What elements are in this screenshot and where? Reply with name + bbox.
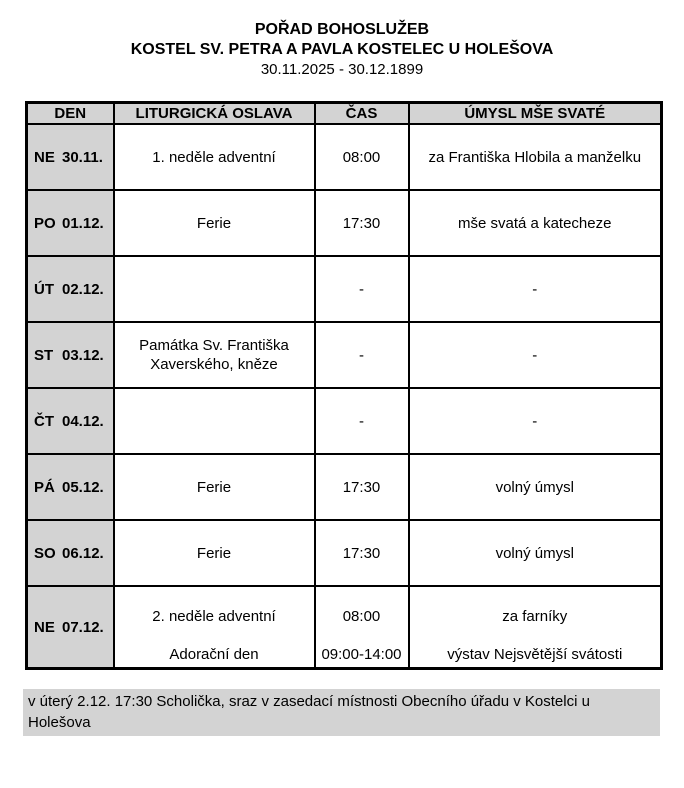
day-date: 02.12. [62, 280, 104, 298]
day-cell [27, 520, 114, 586]
celebration-cell [114, 586, 315, 669]
day-abbr: ČT [34, 412, 54, 430]
day-cell [27, 256, 114, 322]
day-date: 01.12. [62, 214, 104, 232]
schedule-tbody [27, 124, 662, 669]
time-cell-secondary: 09:00-14:00 [321, 646, 402, 663]
intention-cell-primary: za farníky [502, 607, 568, 625]
title-date-range: 30.11.2025 - 30.12.1899 [260, 61, 424, 78]
celebration-cell: Ferie [114, 454, 315, 520]
header-cas: ČAS [315, 103, 409, 125]
day-date: 07.12. [62, 618, 104, 636]
day-abbr: ÚT [34, 280, 54, 298]
day-cell [27, 190, 114, 256]
time-cell-primary: 08:00 [342, 607, 381, 625]
intention-cell: mše svatá a katecheze [409, 190, 662, 256]
day-abbr: SO [34, 544, 56, 562]
time-cell: 17:30 [315, 454, 409, 520]
footer-note: v úterý 2.12. 17:30 Scholička, sraz v zasedací místnosti Obecního úřadu v Kostelci u Holešova [23, 689, 660, 736]
intention-cell: za Františka Hlobila a manželku [409, 124, 662, 190]
day-abbr: ST [34, 346, 54, 364]
celebration-cell: Ferie [114, 190, 315, 256]
celebration-cell: 1. neděle adventní [114, 124, 315, 190]
title-line-2: KOSTEL SV. PETRA A PAVLA KOSTELEC U HOLEŠOVA [130, 41, 554, 58]
day-abbr: NE [34, 618, 55, 636]
celebration-cell: Památka Sv. Františka Xaverského, kněze [114, 322, 315, 388]
day-date: 04.12. [62, 412, 104, 430]
intention-cell [409, 586, 662, 669]
intention-cell: - [409, 256, 662, 322]
day-abbr: NE [34, 148, 55, 166]
intention-cell-secondary: výstav Nejsvětější svátosti [447, 646, 623, 663]
table-row [27, 454, 662, 520]
time-cell [315, 586, 409, 669]
schedule-table [25, 101, 663, 670]
time-cell: 08:00 [315, 124, 409, 190]
intention-cell: volný úmysl [409, 520, 662, 586]
time-cell: 17:30 [315, 520, 409, 586]
celebration-cell-secondary: Adorační den [169, 646, 259, 663]
celebration-cell [114, 388, 315, 454]
day-cell [27, 586, 114, 669]
day-abbr: PO [34, 214, 56, 232]
time-cell: - [315, 322, 409, 388]
header-umysl-mse-svate: ÚMYSL MŠE SVATÉ [409, 103, 662, 125]
celebration-cell-primary: 2. neděle adventní [152, 607, 276, 625]
table-row [27, 586, 662, 669]
celebration-cell [114, 256, 315, 322]
time-cell: - [315, 256, 409, 322]
day-date: 03.12. [62, 346, 104, 364]
day-cell [27, 124, 114, 190]
day-date: 30.11. [62, 148, 103, 166]
day-date: 06.12. [62, 544, 104, 562]
header-den: DEN [27, 103, 114, 125]
time-cell: 17:30 [315, 190, 409, 256]
table-row [27, 520, 662, 586]
intention-cell: volný úmysl [409, 454, 662, 520]
time-cell: - [315, 388, 409, 454]
day-cell [27, 454, 114, 520]
table-row [27, 388, 662, 454]
table-row [27, 322, 662, 388]
day-abbr: PÁ [34, 478, 55, 496]
table-row [27, 256, 662, 322]
intention-cell: - [409, 322, 662, 388]
day-cell [27, 388, 114, 454]
celebration-cell: Ferie [114, 520, 315, 586]
day-cell [27, 322, 114, 388]
document-title [0, 20, 684, 80]
header-liturgicka-oslava: LITURGICKÁ OSLAVA [114, 103, 315, 125]
intention-cell: - [409, 388, 662, 454]
table-row [27, 124, 662, 190]
table-header-row [27, 103, 662, 125]
title-line-1: POŘAD BOHOSLUŽEB [254, 21, 430, 38]
table-row [27, 190, 662, 256]
day-date: 05.12. [62, 478, 104, 496]
